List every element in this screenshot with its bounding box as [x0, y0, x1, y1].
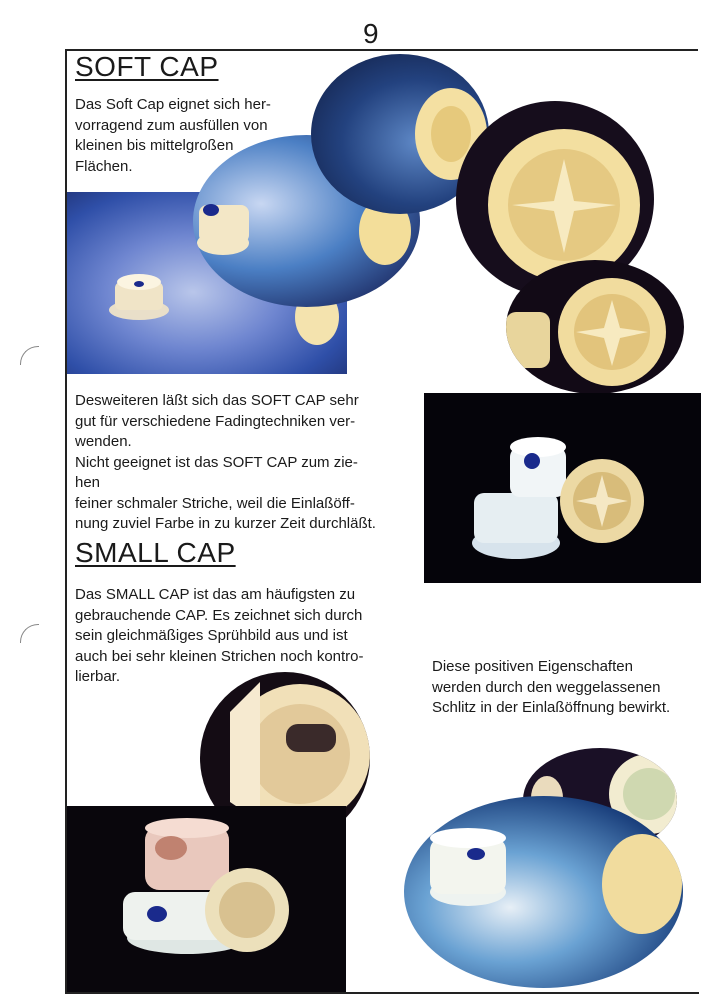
small-cap-heading: SMALL CAP [75, 537, 236, 568]
soft-cap-photo-2 [424, 393, 701, 583]
text-line: lierbar. [75, 668, 121, 685]
text-line: Desweiteren läßt sich das SOFT CAP sehr [75, 392, 359, 409]
text-line: nung zuviel Farbe in zu kurzer Zeit durchläßt. [75, 515, 376, 532]
text-line: sein gleichmäßiges Sprühbild aus und ist [75, 627, 348, 644]
punch-mark [20, 624, 39, 643]
text-line: feiner schmaler Striche, weil die Einlaßöff- [75, 494, 355, 512]
text-line: Das SMALL CAP ist das am häufigsten zu [75, 586, 356, 603]
text-line: vorragend zum ausfüllen von [75, 116, 268, 134]
small-cap-side-note [432, 657, 707, 719]
soft-cap-detail [75, 391, 425, 535]
text-line: Schlitz in der Einlaßöffnung bewirkt. [432, 699, 671, 716]
text-line: Nicht geeignet ist das SOFT CAP zum zie- [75, 453, 358, 471]
small-cap-photo-1 [67, 806, 346, 992]
text-line: Flächen. [75, 157, 133, 175]
text-line: Diese positiven Eigenschaften [432, 658, 633, 675]
small-cap-circle-3 [404, 796, 683, 988]
text-line: gut für verschiedene Fadingtechniken ver- [75, 412, 356, 430]
text-line: kleinen bis mittelgroßen [75, 137, 234, 154]
text-line: hen [75, 474, 101, 491]
text-line: auch bei sehr kleinen Strichen noch kontro- [75, 647, 364, 665]
soft-cap-heading: SOFT CAP [75, 51, 219, 82]
soft-cap-intro [75, 95, 315, 177]
text-line: wenden. [75, 433, 132, 450]
text-line: werden durch den weggelassenen [432, 678, 661, 696]
bottom-rule [65, 992, 699, 994]
text-line: gebrauchende CAP. Es zeichnet sich durch [75, 606, 363, 624]
small-cap-intro [75, 585, 415, 688]
page-number: 9 [363, 18, 379, 49]
soft-cap-circle-4 [506, 260, 684, 394]
text-line: Das Soft Cap eignet sich her- [75, 96, 271, 113]
punch-mark [20, 346, 39, 365]
